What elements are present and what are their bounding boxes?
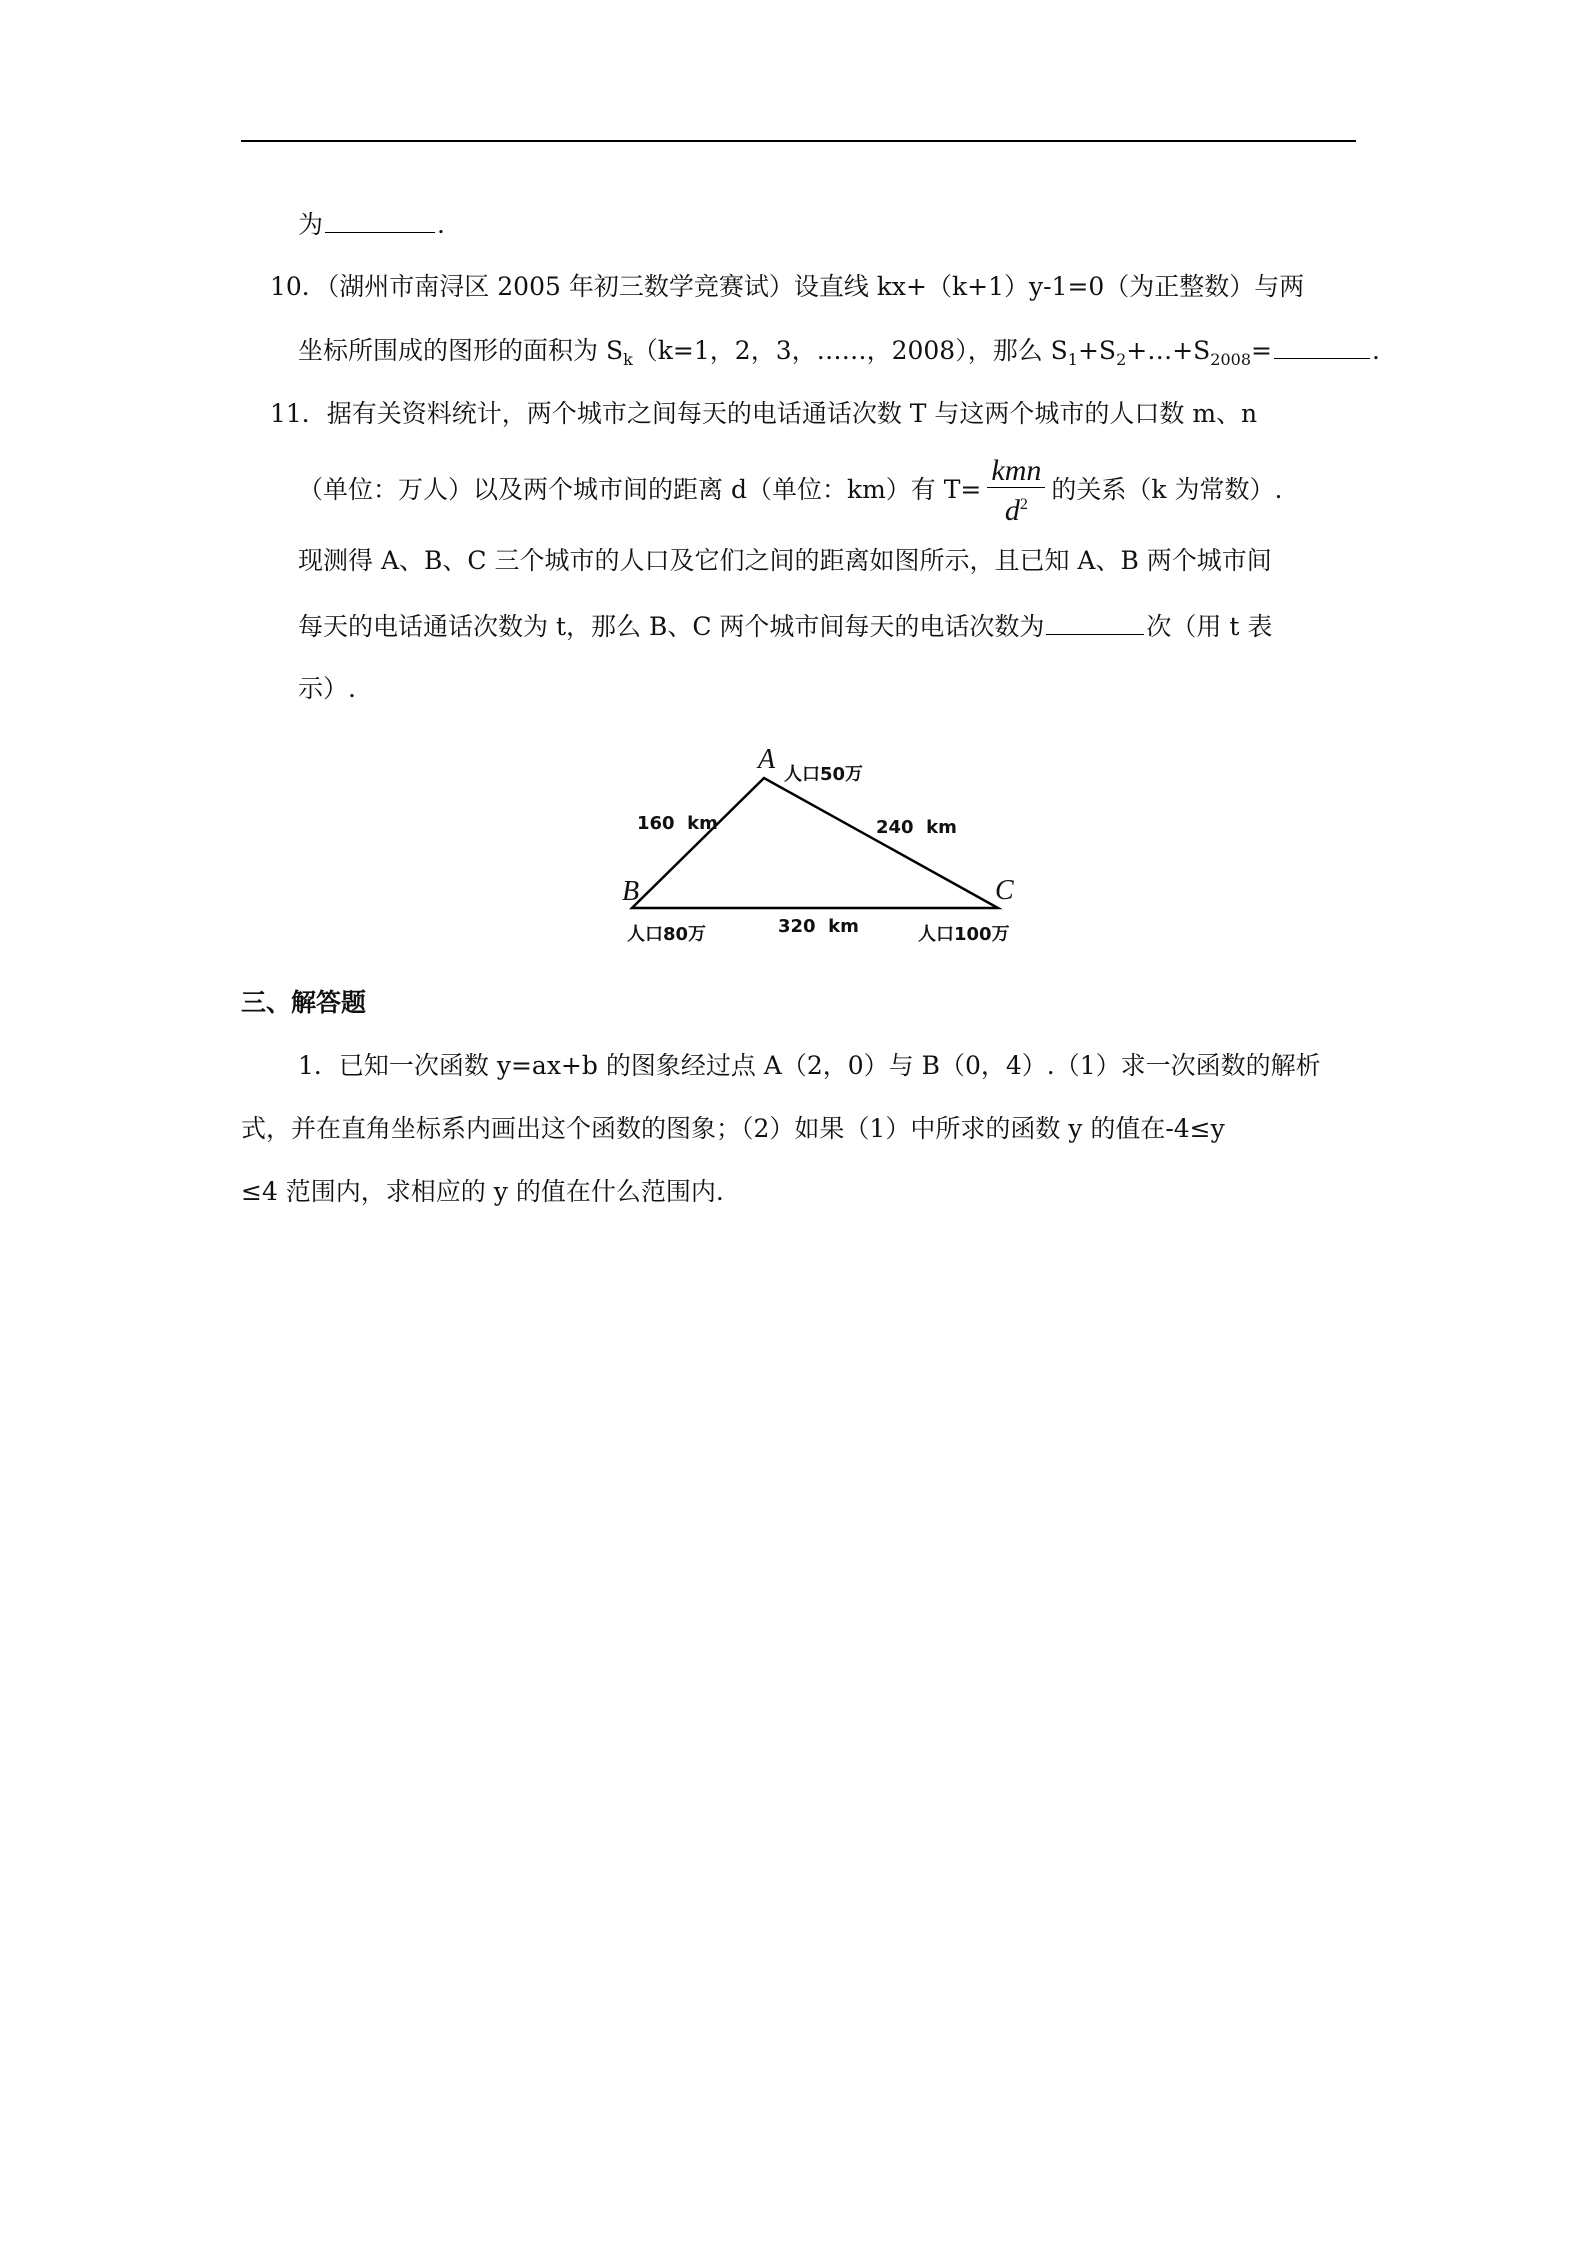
problem-text: 1．已知一次函数 y=ax+b 的图象经过点 A（2，0）与 B（0，4）.（1）求一次函数的解析: [298, 1051, 1321, 1080]
q11-text: 次（用 t 表: [1146, 612, 1273, 641]
q11-text: 现测得 A、B、C 三个城市的人口及它们之间的距离如图所示，且已知 A、B 两个城市间: [298, 546, 1272, 575]
population-a-label: 人口50万: [784, 764, 864, 785]
denominator-exponent: 2: [1019, 496, 1028, 513]
vertex-c-label: C: [995, 875, 1014, 906]
problem-1-line-2: [241, 1112, 1225, 1146]
section-heading-text: 三、解答题: [241, 988, 367, 1017]
problem-text: 式，并在直角坐标系内画出这个函数的图象；（2）如果（1）中所求的函数 y 的值在-4≤y: [241, 1114, 1225, 1143]
q11-text: 示）.: [298, 674, 356, 703]
population-c-label: 人口100万: [918, 924, 1010, 945]
problem-text: ≤4 范围内，求相应的 y 的值在什么范围内.: [241, 1177, 724, 1206]
q10-text: （k=1，2，3，……，2008），那么 S: [632, 336, 1068, 365]
distance-bc-label: 320 km: [778, 916, 859, 937]
distance-ab-label: 160 km: [637, 813, 718, 834]
q9-tail-prefix: 为: [298, 210, 324, 239]
section-heading: [241, 986, 366, 1020]
q11-text: 11．据有关资料统计，两个城市之间每天的电话通话次数 T 与这两个城市的人口数 m、n: [270, 399, 1258, 428]
subscript: 1: [1067, 350, 1078, 369]
fraction-numerator: kmn: [987, 455, 1045, 488]
subscript: k: [623, 350, 633, 369]
vertex-b-label: B: [622, 876, 640, 907]
population-b-label: 人口80万: [627, 924, 707, 945]
distance-ac-label: 240 km: [876, 817, 957, 838]
q10-text: =: [1251, 336, 1272, 365]
problem-1-line-3: [241, 1175, 724, 1209]
subscript: 2: [1116, 350, 1127, 369]
q11-text: （单位：万人）以及两个城市间的距离 d（单位：km）有 T=: [298, 475, 982, 504]
subscript: 2008: [1210, 350, 1251, 369]
q11-text: 每天的电话通话次数为 t，那么 B、C 两个城市间每天的电话次数为: [298, 612, 1045, 641]
q10-text: 坐标所围成的图形的面积为 S: [298, 336, 624, 365]
q9-tail-suffix: .: [437, 210, 445, 239]
q10-text: +S: [1077, 336, 1117, 365]
triangle-abc: [632, 778, 998, 908]
q10-text: +…+S: [1126, 336, 1211, 365]
vertex-a-label: A: [758, 744, 776, 775]
q10-text: .: [1371, 336, 1380, 365]
problem-1-line-1: [298, 1049, 1321, 1083]
denominator-base: d: [1004, 494, 1020, 527]
q10-text: 10．（湖州市南浔区 2005 年初三数学竞赛试）设直线 kx+（k+1）y-1=0（为正整数）与两: [270, 272, 1305, 301]
q11-text: 的关系（k 为常数）.: [1051, 475, 1283, 504]
